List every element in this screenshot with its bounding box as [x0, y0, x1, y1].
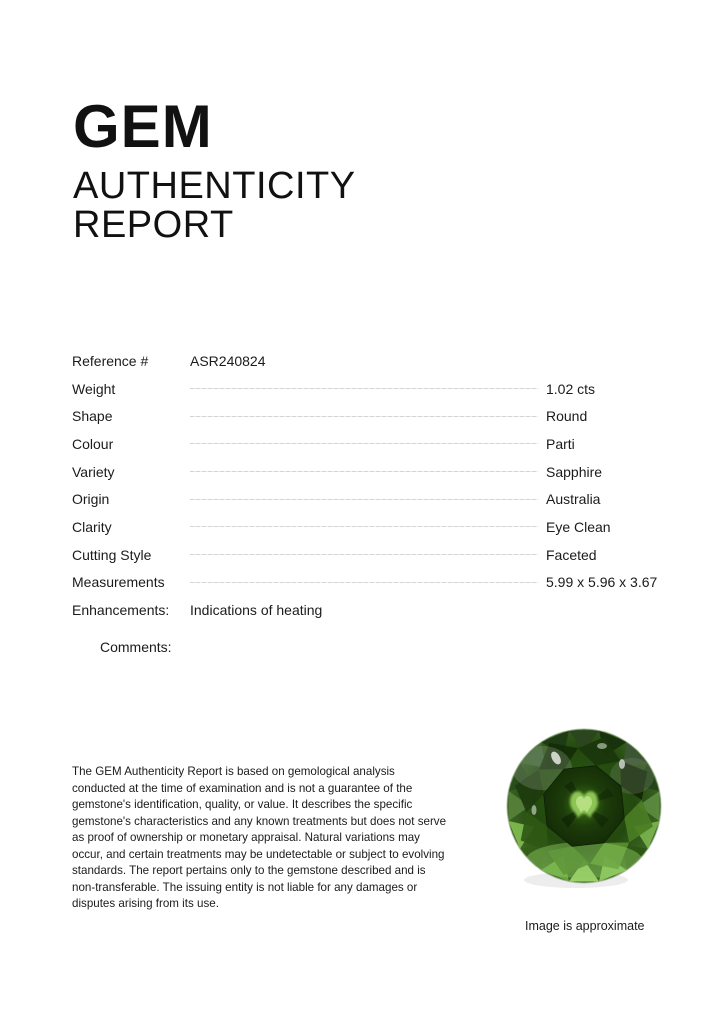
field-value: Faceted — [546, 546, 597, 563]
field-row-weight — [72, 375, 660, 403]
field-label: Variety — [72, 463, 115, 480]
field-row-enhancements — [72, 596, 660, 624]
leader-line — [190, 443, 538, 444]
field-list — [72, 347, 660, 661]
leader-line — [190, 499, 538, 500]
disclaimer-text: The GEM Authenticity Report is based on gemological analysis conducted at the time of examination and is not a guarantee of the gemstone's identification, quality, or value. It describes the specific gemstone's characteristics and any known treatments but does not serve as proof of ownership or monetary appraisal. Natural variations may occur, and certain treatments may be undetectable or subject to evolving standards. The report pertains only to the gemstone described and is non-transferable. The issuing entity is not liable for any damages or disputes arising from its use. — [72, 765, 447, 910]
report-title: GEM — [73, 93, 213, 160]
field-label: Weight — [72, 380, 116, 397]
field-row-comments — [72, 633, 660, 661]
field-row-cutting-style — [72, 541, 660, 569]
leader-line — [190, 471, 538, 472]
field-label: Comments: — [100, 638, 172, 655]
leader-line — [190, 526, 538, 527]
field-label: Measurements — [72, 574, 165, 591]
field-value: ASR240824 — [190, 352, 266, 369]
leader-line — [190, 582, 538, 583]
field-value: Parti — [546, 435, 575, 452]
field-label: Enhancements: — [72, 602, 170, 619]
report-header — [73, 93, 385, 246]
field-value: Round — [546, 408, 588, 425]
field-label: Reference # — [72, 352, 149, 369]
gem-photo — [504, 722, 664, 892]
field-label: Cutting Style — [72, 546, 152, 563]
field-row-variety — [72, 458, 660, 486]
image-caption: Image is approximate — [525, 919, 645, 933]
field-label: Clarity — [72, 518, 112, 535]
field-value: Indications of heating — [190, 602, 323, 619]
leader-line — [190, 388, 538, 389]
field-row-reference — [72, 347, 660, 375]
leader-line — [190, 554, 538, 555]
field-value: 1.02 cts — [546, 380, 596, 397]
field-label: Origin — [72, 491, 110, 508]
field-row-origin — [72, 485, 660, 513]
field-row-colour — [72, 430, 660, 458]
field-row-shape — [72, 402, 660, 430]
field-row-clarity — [72, 513, 660, 541]
gem-photo-svg — [504, 722, 664, 892]
field-value: 5.99 x 5.96 x 3.67 — [546, 574, 658, 591]
field-label: Colour — [72, 435, 114, 452]
field-label: Shape — [72, 408, 113, 425]
field-value: Australia — [546, 491, 601, 508]
field-value: Eye Clean — [546, 518, 611, 535]
field-row-measurements — [72, 569, 660, 597]
leader-line — [190, 416, 538, 417]
report-subtitle: AUTHENTICITY REPORT — [73, 165, 355, 246]
field-value: Sapphire — [546, 463, 603, 480]
